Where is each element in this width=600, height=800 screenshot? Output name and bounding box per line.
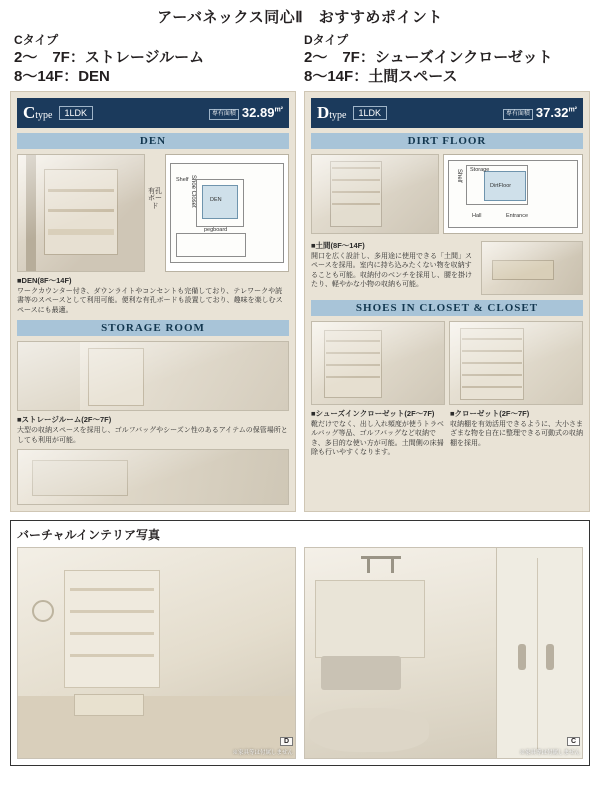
badge-type-sub-c: type (35, 109, 53, 121)
type-header-c (10, 31, 300, 87)
plan-room-dirt (466, 165, 528, 205)
plan-label-shelf-d: Shelf (456, 168, 462, 183)
dirt-floor-photo-bench (481, 241, 583, 295)
badge-area-d (536, 105, 577, 120)
plan-label-shelf: Shelf (176, 176, 189, 183)
page-title: アーバネックス同心Ⅱ おすすめポイント (157, 9, 443, 26)
shoes-in-closet-note-title: ■シューズインクローゼット(2F～7F) (311, 408, 435, 418)
virtual-photo-c (304, 547, 583, 759)
badge-type-letter-d: D (317, 102, 330, 122)
virtual-interior-section (10, 520, 590, 766)
shoes-closet-photo-row (311, 321, 583, 405)
badge-area-unit-d: m² (568, 106, 577, 114)
virtual-photo-c-caption: ※家具等は付属しません (519, 749, 580, 756)
storage-photo-row (17, 341, 289, 505)
plan-label-hall: Hall (472, 212, 482, 219)
badge-area-value-d: 37.32 (535, 105, 569, 120)
badge-type-c (23, 103, 53, 123)
badge-type-sub-d: type (329, 109, 347, 121)
section-bar-dirt-floor: DIRT FLOOR (311, 133, 583, 149)
closet-note (450, 409, 583, 458)
type-panels (0, 87, 600, 512)
badge-area-wrap-c (209, 105, 283, 120)
badge-area-label-c: 専有面積 (209, 109, 239, 120)
den-photo-row (17, 154, 289, 272)
type-line1-d: 2～ 7F：シューズインクローゼット (304, 49, 553, 66)
shoes-closet-notes (311, 405, 583, 458)
dirt-floor-note (311, 241, 477, 295)
virtual-photo-d-caption: ※家具等は付属しません (232, 749, 293, 756)
badge-bar-d (311, 98, 583, 128)
plan-label-storage-d: Storage (470, 166, 490, 173)
section-bar-shoes-closet: SHOES IN CLOSET & CLOSET (311, 300, 583, 316)
plan-room-lower (176, 233, 246, 257)
virtual-interior-title: バーチャルインテリア写真 (17, 527, 161, 542)
plan-room-den (196, 179, 244, 227)
badge-plan-c: 1LDK (59, 106, 94, 120)
closet-note-body: 収納棚を有効活用できるように、大小さまざまな物を自在に整理できる可動式の収納棚を採用。 (450, 420, 583, 447)
dirt-floor-note-title: ■土間(8F～14F) (311, 240, 365, 250)
den-note (17, 276, 289, 315)
dirt-floor-note-body: 開口を広く設計し、多用途に使用できる「土間」スペースを採用。室内に持ち込みたくない物を収納することも可能。収納付のベンチを採用し、腰を掛けたり、軽やかな小物の収納も可能。 (311, 252, 472, 288)
virtual-photo-d (17, 547, 296, 759)
badge-type-letter-c: C (23, 102, 36, 122)
plan-label-pegboard: pegboard (204, 226, 228, 233)
dirt-floor-photo-main (311, 154, 439, 234)
type-line2-c: 8～14F：DEN (14, 67, 110, 85)
den-callout-wrap (149, 154, 161, 272)
storage-note (17, 415, 289, 445)
storage-photo-top (17, 341, 289, 411)
storage-note-body: 大型の収納スペースを採用し、ゴルフバッグやシーズン性のあるアイテムの保管場所としても利用が可能。 (17, 427, 288, 444)
storage-note-title: ■ストレージルーム(2F～7F) (17, 414, 112, 424)
badge-area-c (242, 105, 283, 120)
virtual-photo-d-tag: D (280, 737, 293, 746)
shoes-in-closet-photo (311, 321, 445, 405)
badge-type-d (317, 103, 347, 123)
type-line1-c: 2～ 7F：ストレージルーム (14, 49, 205, 66)
badge-bar-c (17, 98, 289, 128)
badge-plan-d: 1LDK (353, 106, 388, 120)
den-note-body: ワークカウンター付き、ダウンライトやコンセントも完備しており、テレワークや読書等のスペースとして利用可能。便利な有孔ボードも設置しており、趣味を楽しむスペースにも最適。 (17, 287, 283, 314)
dirt-floor-photo-row-2 (311, 239, 583, 295)
den-floor-plan (165, 154, 289, 272)
section-bar-storage: STORAGE ROOM (17, 320, 289, 336)
plan-label-dirtfloor: DirtFloor (490, 182, 512, 189)
dirt-floor-plan (443, 154, 583, 234)
badge-area-wrap-d (503, 105, 577, 120)
shoes-in-closet-note (311, 409, 444, 458)
dirt-floor-photo-row (311, 154, 583, 234)
den-photo (17, 154, 145, 272)
panel-c-type (10, 91, 296, 512)
plan-label-shoe-closet: Shoe Closet (190, 174, 196, 208)
den-note-title: ■DEN(8F～14F) (17, 275, 72, 285)
type-header-row (0, 31, 600, 87)
virtual-interior-photos (17, 547, 583, 759)
storage-photo-bottom (17, 449, 289, 505)
badge-area-unit-c: m² (274, 106, 283, 114)
plan-label-den: DEN (210, 196, 222, 203)
plan-label-entrance: Entrance (506, 212, 529, 219)
panel-d-type (304, 91, 590, 512)
type-line2-d: 8～14F：土間スペース (304, 67, 458, 85)
type-name-d: Dタイプ (304, 33, 349, 47)
closet-note-title: ■クローゼット(2F～7F) (450, 408, 530, 418)
virtual-photo-c-tag: C (567, 737, 580, 746)
section-bar-den: DEN (17, 133, 289, 149)
badge-area-value-c: 32.89 (241, 105, 275, 120)
type-header-d (300, 31, 590, 87)
type-name-c: Cタイプ (14, 33, 59, 47)
den-callout: 有孔 ボード (148, 187, 162, 210)
badge-area-label-d: 専有面積 (503, 109, 533, 120)
closet-photo (449, 321, 583, 405)
shoes-in-closet-note-body: 靴だけでなく、出し入れ頻度が使うトラベルバッグ等品、ゴルフバッグなど収納でき、多目的な使い方が可能。土間側の床掃除も行いやすくなります。 (311, 420, 444, 456)
